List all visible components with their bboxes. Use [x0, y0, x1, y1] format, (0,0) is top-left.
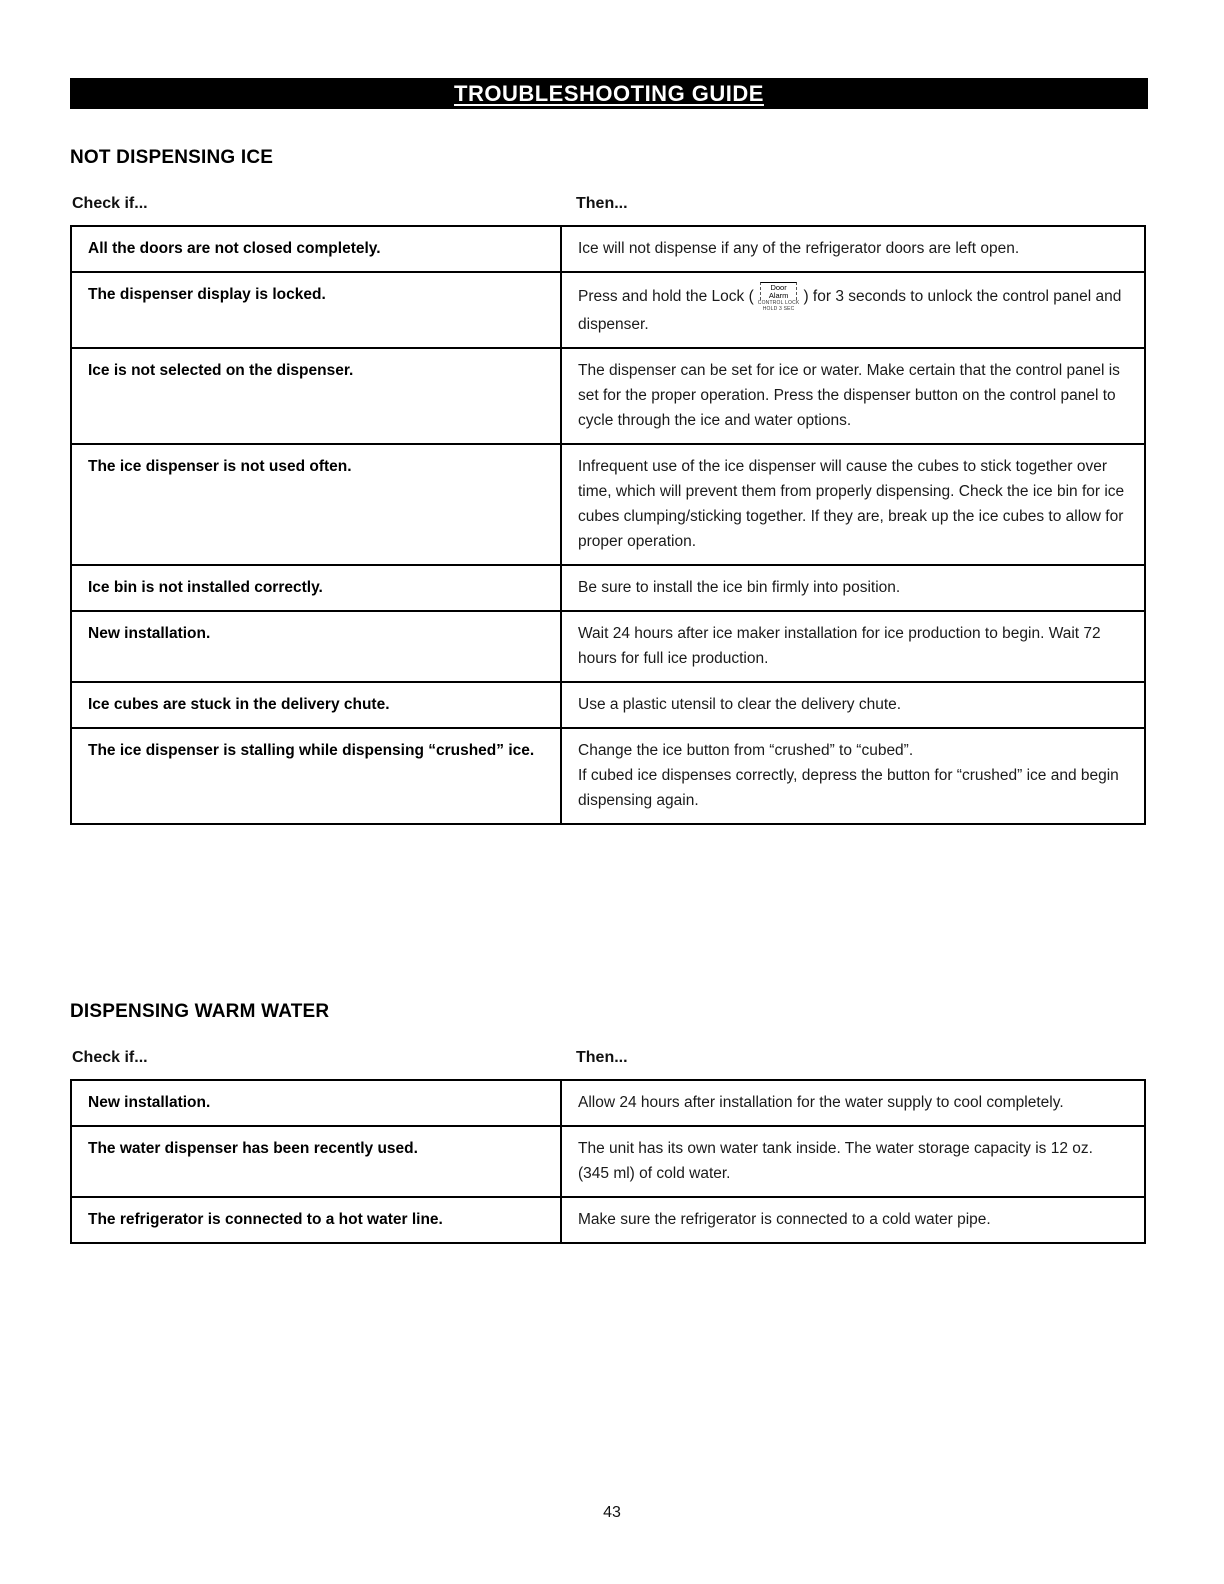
then-cell: Make sure the refrigerator is connected to a cold water pipe.	[561, 1197, 1145, 1243]
then-text-after: ) for 3 seconds to unlock the control panel and dispenser.	[578, 288, 1122, 333]
check-cell: New installation.	[71, 1080, 561, 1126]
column-headers	[70, 195, 1148, 213]
check-cell: New installation.	[71, 611, 561, 682]
table-row	[71, 1080, 1145, 1126]
troubleshooting-table-ice	[70, 225, 1146, 825]
then-cell: Ice will not dispense if any of the refrigerator doors are left open.	[561, 226, 1145, 272]
check-cell: The dispenser display is locked.	[71, 272, 561, 348]
page-number: 43	[603, 1504, 621, 1521]
table-row	[71, 348, 1145, 444]
then-cell: The unit has its own water tank inside. The water storage capacity is 12 oz. (345 ml) of cold water.	[561, 1126, 1145, 1197]
table-row	[71, 682, 1145, 728]
then-cell: Use a plastic utensil to clear the delivery chute.	[561, 682, 1145, 728]
control-lock-label: CONTROL LOCK	[757, 300, 800, 306]
check-cell: The ice dispenser is not used often.	[71, 444, 561, 565]
then-cell: Be sure to install the ice bin firmly into position.	[561, 565, 1145, 611]
table-row	[71, 611, 1145, 682]
check-if-column-header: Check if...	[72, 1049, 148, 1066]
then-cell	[561, 272, 1145, 348]
check-if-column-header: Check if...	[72, 195, 148, 212]
check-cell: Ice cubes are stuck in the delivery chute.	[71, 682, 561, 728]
table-row	[71, 444, 1145, 565]
check-cell: The ice dispenser is stalling while dispensing “crushed” ice.	[71, 728, 561, 824]
table-row	[71, 226, 1145, 272]
check-cell: All the doors are not closed completely.	[71, 226, 561, 272]
table-row	[71, 565, 1145, 611]
table-row	[71, 272, 1145, 348]
then-line-2: If cubed ice dispenses correctly, depress the button for “crushed” ice and begin dispensing again.	[578, 767, 1119, 809]
check-cell: Ice bin is not installed correctly.	[71, 565, 561, 611]
check-cell: Ice is not selected on the dispenser.	[71, 348, 561, 444]
then-line-1: Change the ice button from “crushed” to “cubed”.	[578, 742, 914, 759]
table-row	[71, 1126, 1145, 1197]
door-alarm-button-label: Door Alarm	[760, 282, 798, 300]
column-headers	[70, 1049, 1148, 1067]
then-column-header: Then...	[576, 1049, 628, 1066]
section-heading: DISPENSING WARM WATER	[70, 1001, 330, 1022]
troubleshooting-table-water	[70, 1079, 1146, 1244]
then-cell: Allow 24 hours after installation for the water supply to cool completely.	[561, 1080, 1145, 1126]
then-text-before: Press and hold the Lock (	[578, 288, 754, 306]
hold-3-sec-label: HOLD 3 SEC	[762, 306, 795, 312]
then-cell: Infrequent use of the ice dispenser will cause the cubes to stick together over time, which will prevent them from properly dispensing. Check the ice bin for ice cubes clumping/sticking together. If they are, break up the ice cubes to allow for proper operation.	[561, 444, 1145, 565]
check-cell: The refrigerator is connected to a hot water line.	[71, 1197, 561, 1243]
then-cell: The dispenser can be set for ice or water. Make certain that the control panel is set for the proper operation. Press the dispenser button on the control panel to cycle through the ice and water options.	[561, 348, 1145, 444]
control-lock-icon	[758, 282, 800, 312]
section-heading: NOT DISPENSING ICE	[70, 147, 274, 168]
table-row	[71, 728, 1145, 824]
section-dispensing-warm-water	[70, 1001, 1148, 1244]
then-cell: Wait 24 hours after ice maker installation for ice production to begin. Wait 72 hours for full ice production.	[561, 611, 1145, 682]
section-not-dispensing-ice	[70, 147, 1148, 825]
table-row	[71, 1197, 1145, 1243]
then-column-header: Then...	[576, 195, 628, 212]
page-title: TROUBLESHOOTING GUIDE	[454, 80, 764, 106]
then-cell	[561, 728, 1145, 824]
check-cell: The water dispenser has been recently used.	[71, 1126, 561, 1197]
page-title-bar	[70, 78, 1148, 109]
